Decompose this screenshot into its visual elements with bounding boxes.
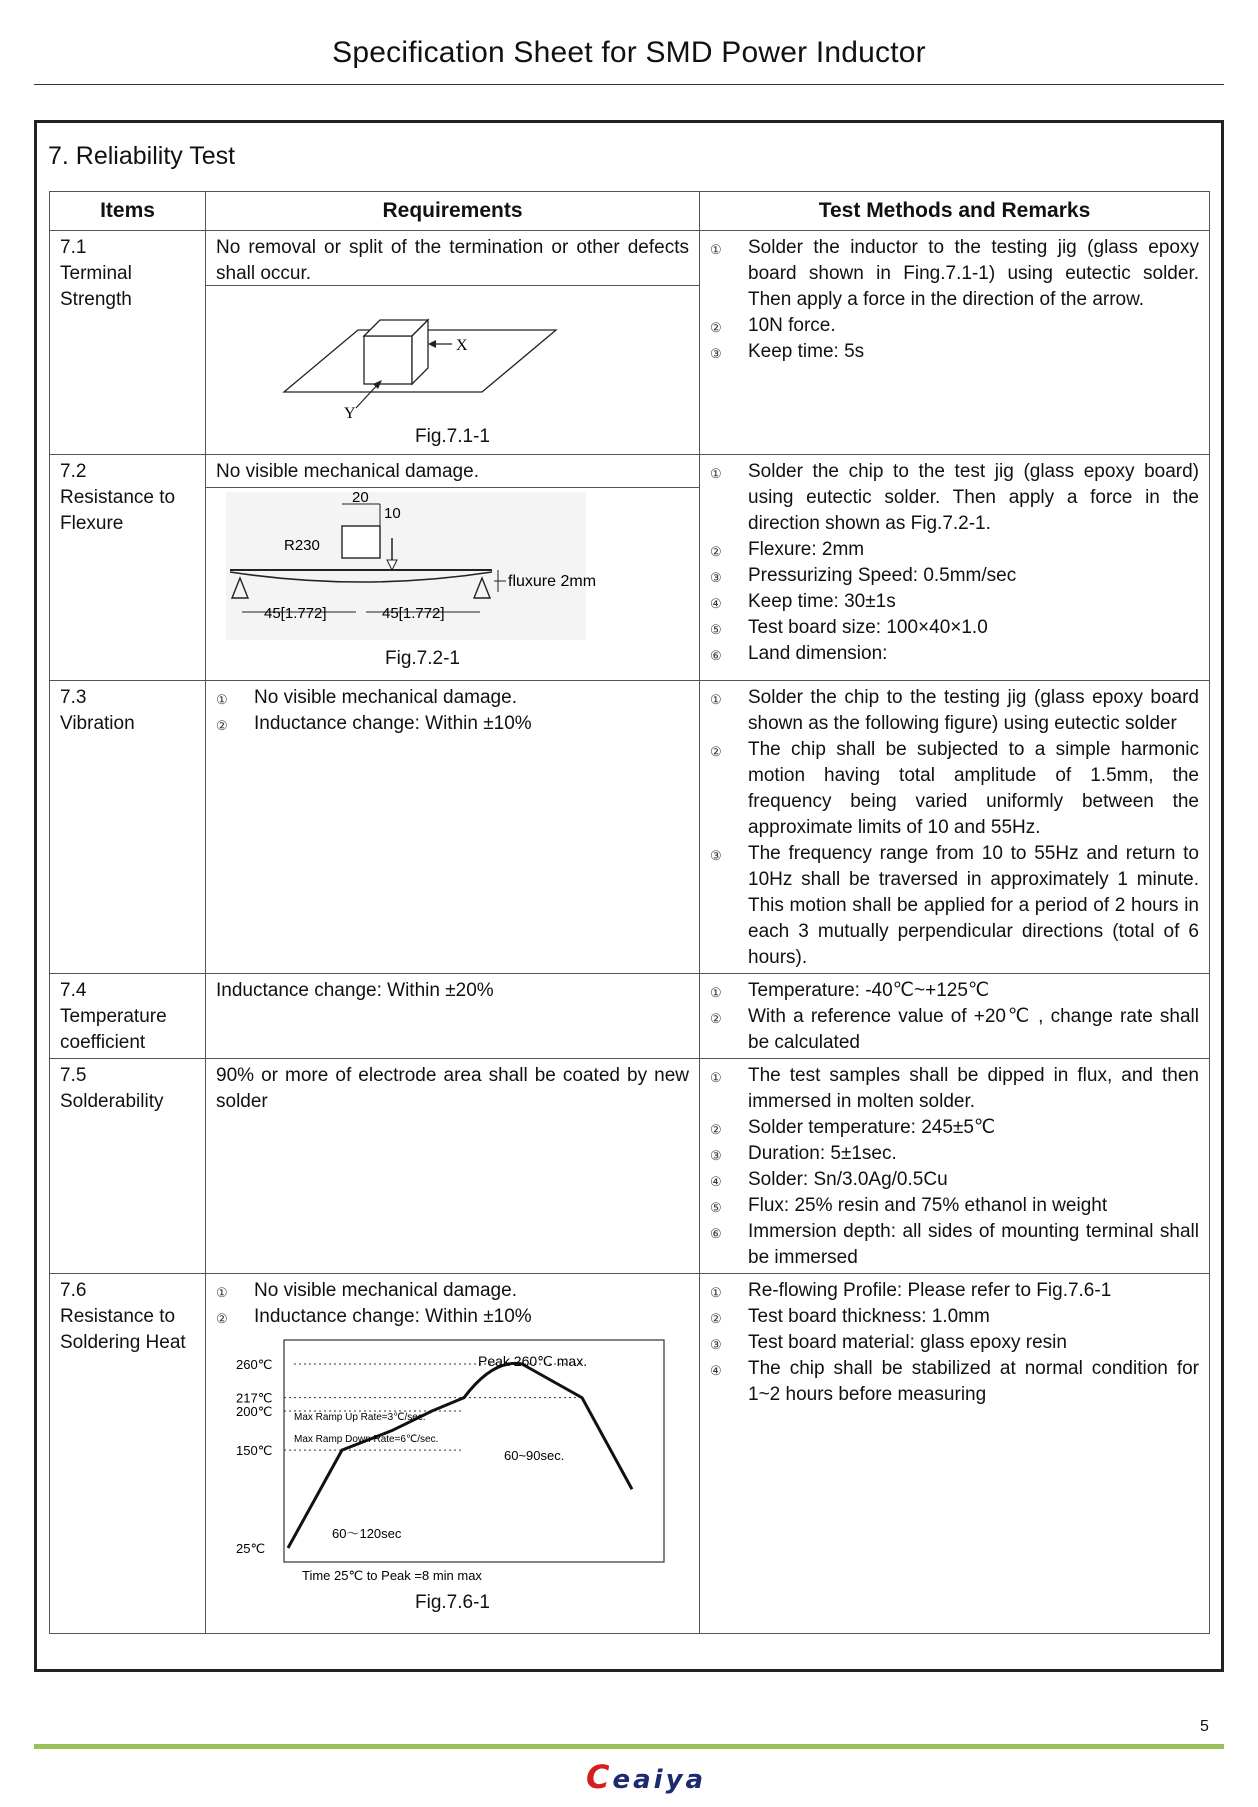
chart-series-line — [288, 1363, 632, 1548]
methods-cell — [700, 681, 1210, 974]
dim-20: 20 — [352, 489, 369, 506]
preheat-annotation: 60～120sec — [332, 1526, 402, 1541]
reflow-profile-chart — [232, 1334, 672, 1590]
item-cell: 7.4 Temperature coefficient — [50, 974, 206, 1059]
requirement-text: No visible mechanical damage. — [206, 455, 699, 488]
list-item: ① No visible mechanical damage. — [216, 687, 517, 708]
requirements-list — [216, 1278, 689, 1330]
list-item: ② Inductance change: Within ±10% — [216, 713, 532, 734]
list-item: ⑤ Test board size: 100×40×1.0 — [710, 617, 988, 638]
radius-label: R230 — [284, 537, 320, 554]
methods-list — [710, 1063, 1199, 1271]
list-item: ① Solder the inductor to the testing jig (glass epoxy board shown in Fing.7.1-1) using eutectic solder. Then apply a force in the direction of the arrow. — [710, 237, 1199, 310]
figure-7-2 — [206, 488, 699, 678]
y-tick-label: 217℃ — [236, 1390, 273, 1406]
requirement-cell: Inductance change: Within ±20% — [206, 974, 700, 1059]
reliability-test-table — [49, 191, 1210, 1634]
header-test-methods: Test Methods and Remarks — [700, 192, 1210, 231]
list-item: ③ Pressurizing Speed: 0.5mm/sec — [710, 565, 1017, 586]
list-item: ① Re-flowing Profile: Please refer to Fig.7.6-1 — [710, 1280, 1112, 1301]
item-cell: 7.5 Solderability — [50, 1059, 206, 1274]
requirement-cell — [206, 231, 700, 455]
y-tick-label: 200℃ — [236, 1403, 273, 1419]
marker-3: ③ — [710, 346, 722, 361]
requirement-cell — [206, 455, 700, 681]
flexure-diagram — [206, 488, 700, 648]
flexure-label: fluxure 2mm — [508, 573, 597, 590]
ramp-up-annotation: Max Ramp Up Rate=3℃/sec. — [294, 1412, 426, 1423]
item-cell: 7.1 Terminal Strength — [50, 231, 206, 455]
list-item: ② Solder temperature: 245±5℃ — [710, 1117, 996, 1138]
axis-label-x: X — [456, 337, 468, 354]
header-divider — [34, 84, 1224, 85]
header-items: Items — [50, 192, 206, 231]
list-item: ③ Keep time: 5s — [710, 339, 1199, 365]
section-title: 7. Reliability Test — [48, 142, 236, 170]
methods-list — [710, 1278, 1199, 1408]
methods-cell — [700, 974, 1210, 1059]
list-item: ③ Test board material: glass epoxy resin — [710, 1332, 1067, 1353]
list-item: ② Test board thickness: 1.0mm — [710, 1306, 990, 1327]
list-item: ④ The chip shall be stabilized at normal condition for 1~2 hours before measuring — [710, 1358, 1199, 1405]
list-item: ⑤ Flux: 25% resin and 75% ethanol in weight — [710, 1195, 1108, 1216]
methods-list — [710, 459, 1199, 667]
logo-text: eaiya — [612, 1765, 707, 1795]
footer-divider — [34, 1744, 1224, 1749]
list-item: ⑥ Immersion depth: all sides of mounting terminal shall be immersed — [710, 1221, 1199, 1268]
list-item: ① No visible mechanical damage. — [216, 1280, 517, 1301]
table-row — [50, 231, 1210, 455]
requirements-list — [216, 685, 689, 737]
list-item: ① The test samples shall be dipped in flux, and then immersed in molten solder. — [710, 1065, 1199, 1112]
list-item: ② Flexure: 2mm — [710, 539, 865, 560]
list-item: ② With a reference value of +20℃ , change rate shall be calculated — [710, 1006, 1199, 1053]
terminal-strength-diagram — [206, 286, 700, 426]
item-cell: 7.3 Vibration — [50, 681, 206, 974]
page-number: 5 — [1200, 1718, 1209, 1735]
company-logo — [586, 1758, 706, 1796]
dim-10: 10 — [384, 505, 401, 522]
table-row — [50, 1274, 1210, 1634]
figure-caption: Fig.7.2-1 — [385, 648, 460, 669]
list-item: ④ Solder: Sn/3.0Ag/0.5Cu — [710, 1169, 948, 1190]
x-axis-label: Time 25℃ to Peak =8 min max — [302, 1568, 482, 1583]
above-217-annotation: 60~90sec. — [504, 1448, 565, 1463]
list-item: ① Temperature: -40℃~+125℃ — [710, 980, 990, 1001]
item-cell: 7.2 Resistance to Flexure — [50, 455, 206, 681]
list-item: ③ Duration: 5±1sec. — [710, 1143, 897, 1164]
list-item: ④ Keep time: 30±1s — [710, 591, 896, 612]
dim-right: 45[1.772] — [382, 605, 445, 622]
requirement-cell — [206, 1274, 700, 1634]
peak-annotation: Peak 260℃ max. — [478, 1353, 588, 1369]
list-item: ② The chip shall be subjected to a simple harmonic motion having total amplitude of 1.5mm, the frequency being varied uniformly between the approximate limits of 10 and 55Hz. — [710, 739, 1199, 838]
page-header-title: Specification Sheet for SMD Power Inductor — [332, 36, 926, 69]
figure-7-1 — [206, 286, 699, 452]
y-tick-label: 260℃ — [236, 1357, 273, 1372]
methods-cell — [700, 1274, 1210, 1634]
list-item: ③ The frequency range from 10 to 55Hz and return to 10Hz shall be traversed in approximately 1 minute. This motion shall be applied for a period of 2 hours in each 3 mutually perpendicular directions (total of 6 hours). — [710, 843, 1199, 968]
methods-cell — [700, 1059, 1210, 1274]
figure-caption: Fig.7.6-1 — [415, 1592, 490, 1613]
list-item: ⑥ Land dimension: — [710, 643, 888, 664]
methods-list — [710, 235, 1199, 365]
list-item: ② Inductance change: Within ±10% — [216, 1306, 532, 1327]
y-tick-label: 150℃ — [236, 1443, 273, 1459]
methods-list — [710, 685, 1199, 971]
table-row — [50, 1059, 1210, 1274]
logo-mark: C — [586, 1758, 613, 1796]
list-item: ① Solder the chip to the test jig (glass epoxy board) using eutectic solder. Then apply a force in the direction shown as Fig.7.2-1. — [710, 461, 1199, 534]
y-tick-label: 25℃ — [236, 1541, 266, 1556]
axis-label-y: Y — [344, 405, 356, 422]
ramp-down-annotation: Max Ramp Down Rate=6℃/sec. — [294, 1434, 439, 1445]
table-row — [50, 974, 1210, 1059]
list-item: ② 10N force. — [710, 313, 1199, 339]
requirement-cell — [206, 681, 700, 974]
marker-2: ② — [710, 320, 722, 335]
marker-1: ① — [710, 242, 722, 257]
requirement-cell: 90% or more of electrode area shall be coated by new solder — [206, 1059, 700, 1274]
methods-cell — [700, 231, 1210, 455]
dim-left: 45[1.772] — [264, 605, 327, 622]
methods-cell — [700, 455, 1210, 681]
header-requirements: Requirements — [206, 192, 700, 231]
table-header-row — [50, 192, 1210, 231]
item-cell: 7.6 Resistance to Soldering Heat — [50, 1274, 206, 1634]
figure-caption: Fig.7.1-1 — [415, 426, 490, 447]
table-row — [50, 681, 1210, 974]
requirement-text: No removal or split of the termination or other defects shall occur. — [206, 231, 699, 286]
list-item: ① Solder the chip to the testing jig (glass epoxy board shown as the following figure) using eutectic solder — [710, 687, 1199, 734]
methods-list — [710, 978, 1199, 1056]
table-row — [50, 455, 1210, 681]
